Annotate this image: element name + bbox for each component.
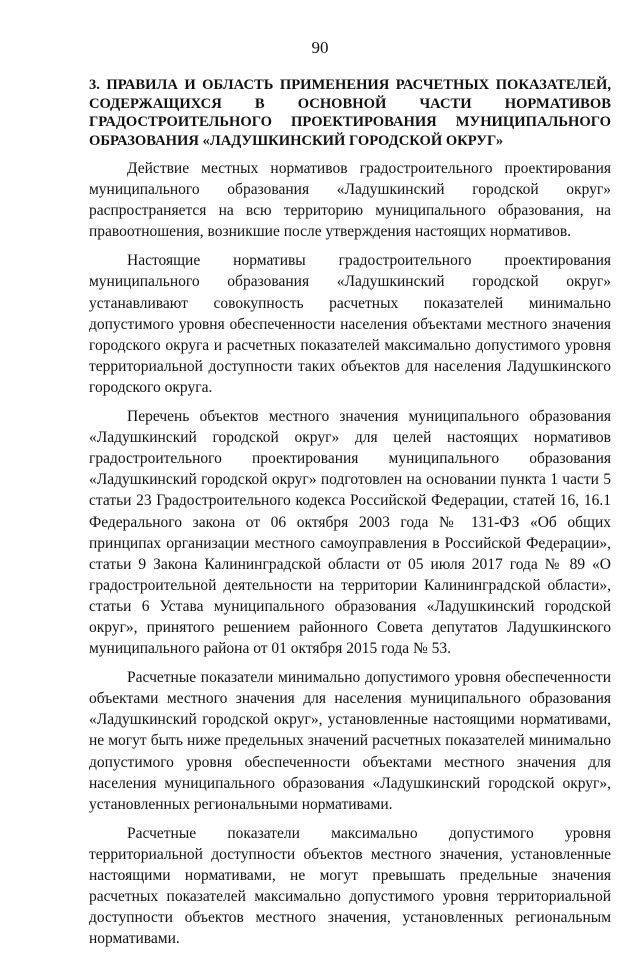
paragraph-indicators: Настоящие нормативы градостроительного проектирования муниципального образования «Ладушкинский городской округ» устанавливают совокупность расчетных показателей минимально допустимого уровня обеспеченности населения объектами местного значения городского округа и расчетных показателей максимально допустимого уровня территориальной доступности таких объектов для населения Ладушкинского городского округа. [89,252,611,396]
section-heading: 3. ПРАВИЛА И ОБЛАСТЬ ПРИМЕНЕНИЯ РАСЧЕТНЫХ ПОКАЗАТЕЛЕЙ, СОДЕРЖАЩИХСЯ В ОСНОВНОЙ ЧАСТИ НОРМАТИВОВ ГРАДОСТРОИТЕЛЬНОГО ПРОЕКТИРОВАНИЯ МУНИЦИПАЛЬНОГО ОБРАЗОВАНИЯ «ЛАДУШКИНСКИЙ ГОРОДСКОЙ ОКРУГ» [89,77,611,149]
section-body [89,158,611,957]
paragraph-minimum-provision: Расчетные показатели минимально допустимого уровня обеспеченности объектами местного значения для населения муниципального образования «Ладушкинский городской округ», установленные настоящими нормативами, не могут быть ниже предельных значений расчетных показателей минимально допустимого уровня обеспеченности объектами местного значения для населения муниципального образования «Ладушкинский городской округ», установленных региональными нормативами. [89,669,611,813]
page-number: 90 [311,38,329,57]
paragraph-legal-basis: Перечень объектов местного значения муниципального образования «Ладушкинский городской округ» для целей настоящих нормативов градостроительного проектирования муниципального образования «Ладушкинский городской округ» подготовлен на основании пункта 1 части 5 статьи 23 Градостроительного кодекса Российской Федерации, статей 16, 16.1 Федерального закона от 06 октября 2003 года № 131-ФЗ «Об общих принципах организации местного самоуправления в Российской Федерации», статьи 9 Закона Калининградской области от 05 июля 2017 года № 89 «О градостроительной деятельности на территории Калининградской области», статьи 6 Устава муниципального образования «Ладушкинский городской округ», принятого решением районного Совета депутатов Ладушкинского муниципального района от 01 октября 2015 года № 53. [89,408,611,658]
paragraph-maximum-accessibility: Расчетные показатели максимально допустимого уровня территориальной доступности объектов местного значения, установленные настоящими нормативами, не могут превышать предельные значения расчетных показателей максимально допустимого уровня территориальной доступности объектов местного значения, установленных региональным нормативами. [89,824,611,948]
paragraph-scope: Действие местных нормативов градостроительного проектирования муниципального образования «Ладушкинский городской округ» распространяется на всю территорию муниципального образования, на правоотношения, возникшие после утверждения настоящих нормативов. [89,160,611,241]
